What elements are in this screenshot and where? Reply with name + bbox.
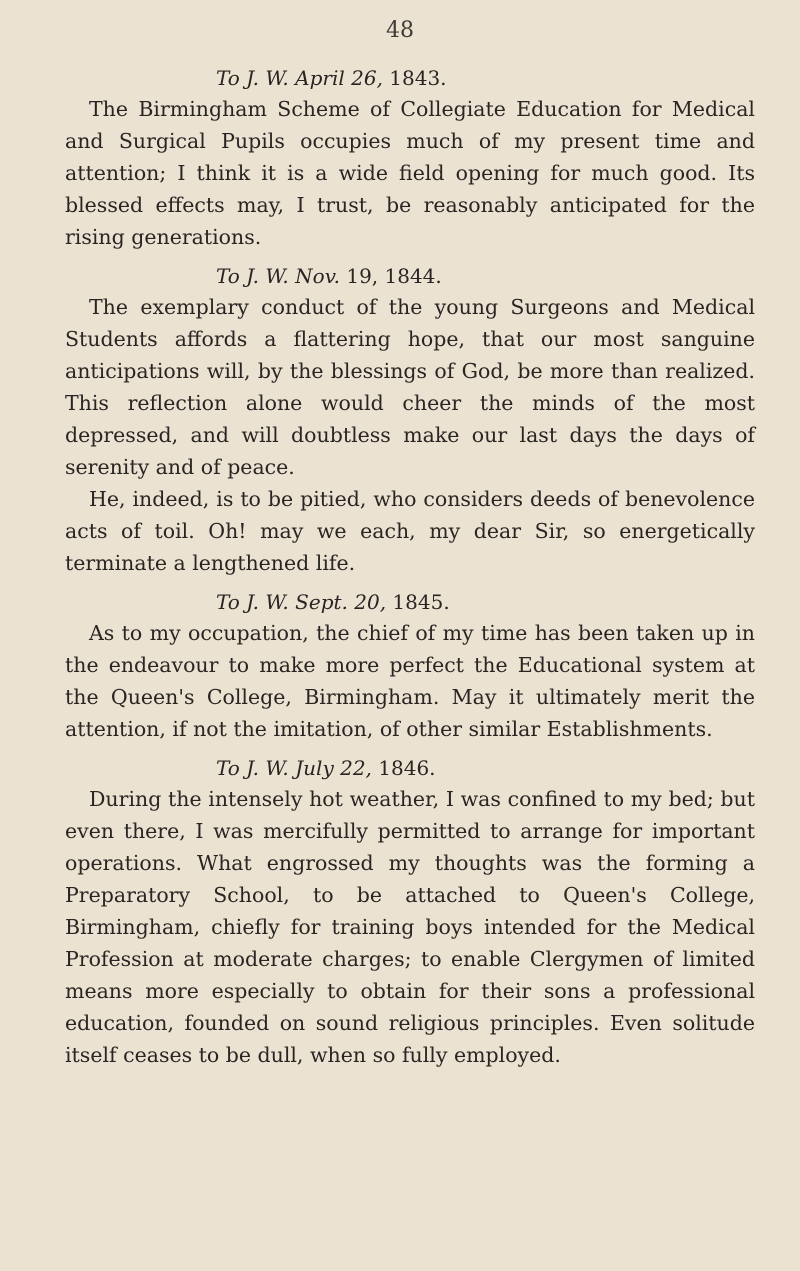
letter-heading bbox=[216, 753, 755, 783]
letter-paragraph: The Birmingham Scheme of Collegiate Education for Medical and Surgical Pupils occupies much of my present time and attention; I think it is a wide field opening for much good. Its blessed effects may, I trust, be reasonably anticipated for the rising generations. bbox=[65, 97, 755, 249]
letter-recipient: To J. W. bbox=[216, 264, 289, 288]
letter-date: Sept. 20, bbox=[295, 590, 387, 614]
letter-date: April 26, bbox=[295, 66, 383, 90]
letter-date: July 22, bbox=[295, 756, 372, 780]
letter-year: 1845. bbox=[392, 590, 450, 614]
letter-recipient: To J. W. bbox=[216, 66, 289, 90]
page-number: 48 bbox=[386, 18, 414, 43]
letter-paragraph: He, indeed, is to be pitied, who considers deeds of benevolence acts of toil. Oh! may we each, my dear Sir, so energetically terminate a lengthened life. bbox=[65, 487, 755, 575]
letter-year: 19, 1844. bbox=[346, 264, 442, 288]
letter-heading bbox=[216, 63, 755, 93]
letter-paragraph: During the intensely hot weather, I was confined to my bed; but even there, I was mercifully permitted to arrange for important operations. What engrossed my thoughts was the forming a Preparatory School, to be attached to Queen's College, Birmingham, chiefly for training boys intended for the Medical Profession at moderate charges; to enable Clergymen of limited means more especially to obtain for their sons a professional education, founded on sound religious principles. Even solitude itself ceases to be dull, when so fully employed. bbox=[65, 787, 755, 1067]
letter-recipient: To J. W. bbox=[216, 590, 289, 614]
letter-heading bbox=[216, 261, 755, 291]
letter-year: 1846. bbox=[378, 756, 436, 780]
letter-recipient: To J. W. bbox=[216, 756, 289, 780]
letter-entry bbox=[65, 261, 755, 579]
letter-date: Nov. bbox=[295, 264, 340, 288]
letter-year: 1843. bbox=[389, 66, 447, 90]
letter-heading bbox=[216, 587, 755, 617]
letter-entry bbox=[65, 587, 755, 745]
letter-entry bbox=[65, 63, 755, 253]
letter-paragraph: The exemplary conduct of the young Surgeons and Medical Students affords a flattering hope, that our most sanguine anticipations will, by the blessings of God, be more than realized. This reflection alone would cheer the minds of the most depressed, and will doubtless make our last days the days of serenity and of peace. bbox=[65, 295, 755, 479]
letter-entry bbox=[65, 753, 755, 1071]
letter-extracts bbox=[65, 63, 755, 1079]
letter-paragraph: As to my occupation, the chief of my time has been taken up in the endeavour to make more perfect the Educational system at the Queen's College, Birmingham. May it ultimately merit the attention, if not the imitation, of other similar Establishments. bbox=[65, 621, 755, 741]
